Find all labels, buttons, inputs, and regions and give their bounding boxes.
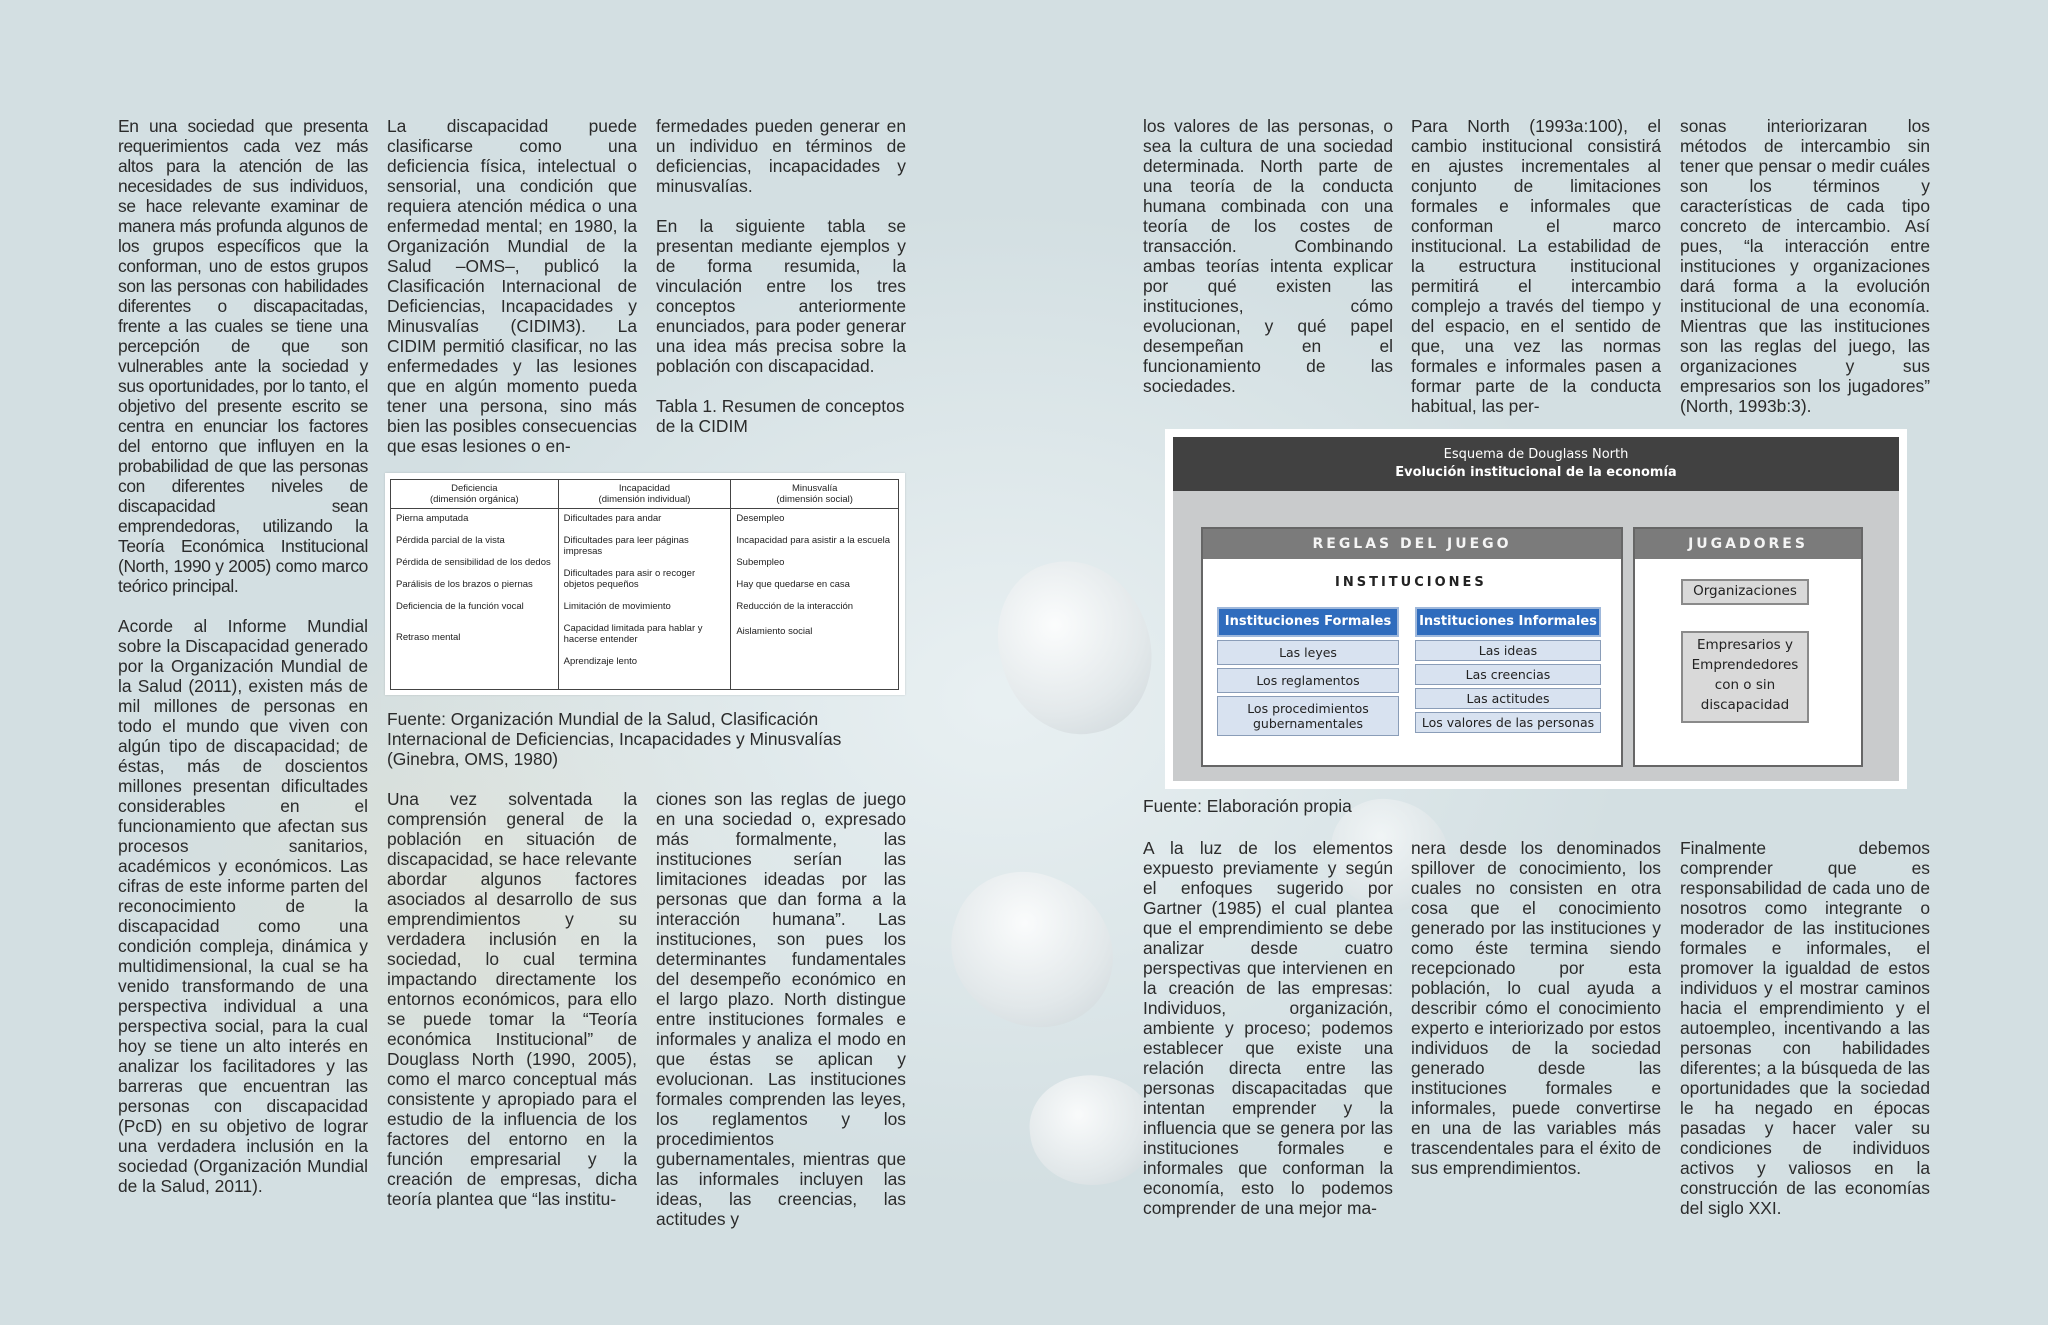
- table-caption: Tabla 1. Resumen de conceptos de la CIDIM: [656, 396, 905, 436]
- paragraph: Finalmente debemos comprender que es responsabilidad de cada uno de nosotros como integrante o moderador de las instituciones formales e informales, el promover la igualdad de estos individuos y el mostrar caminos hacia el emprendimiento y el autoempleo, incentivando a las personas con habilidades diferentes; a la búsqueda de las oportunidades que la sociedad le ha negado en épocas pasadas y hacer valer su condiciones de individuos activos y valiosos en la construcción de las economías del siglo XXI.: [1680, 838, 1930, 1218]
- right-column-2-bottom: [1411, 838, 1661, 1178]
- informales-item: Los valores de las personas: [1415, 712, 1601, 733]
- left-column-2-top: [387, 116, 637, 456]
- organizaciones-box: Organizaciones: [1681, 579, 1809, 605]
- right-column-3-bottom: [1680, 838, 1930, 1218]
- right-column-1-bottom: [1143, 838, 1393, 1218]
- right-column-1-top: [1143, 116, 1393, 396]
- table-header: Deficiencia (dimensión orgánica): [391, 480, 559, 509]
- informales-item: Las creencias: [1415, 664, 1601, 685]
- paragraph: Acorde al Informe Mundial sobre la Discapacidad generado por la Organización Mundial de la Salud (2011), existen más de mil millones de personas en todo el mundo que viven con algún tipo de discapacidad; de éstas, más de doscientos millones presentan dificultades considerables en el funcionamiento que afectan sus procesos sanitarios, académicos y económicos. Las cifras de este informe parten del reconocimiento de la discapacidad como una condición compleja, dinámica y multidimensional, la cual se ha venido transformando de una perspectiva individual a una perspectiva social, para la cual hoy se tiene un alto interés en analizar los facilitadores y las barreras que encuentran las personas con discapacidad (PcD) en su objetivo de lograr una verdadera inclusión en la sociedad (Organización Mundial de la Salud, 2011).: [118, 616, 368, 1196]
- table-cell: Pierna amputada Pérdida parcial de la vista Pérdida de sensibilidad de los dedos Parálisis de los brazos o piernas Deficiencia de la función vocal Retraso mental: [391, 509, 559, 690]
- paragraph: nera desde los denominados spillover de conocimiento, los cuales no consisten en otra cosa que el conocimiento generado por las instituciones y como éste termina siendo recepcionado por esta población, lo cual ayuda a describir cómo el conocimiento experto e interiorizado por estos individuos de la sociedad generado desde las instituciones formales e informales, puede convertirse en una de las variables más trascendentales para el éxito de sus emprendimientos.: [1411, 838, 1661, 1178]
- formales-item: Los reglamentos: [1217, 668, 1399, 693]
- instituciones-label: INSTITUCIONES: [1335, 575, 1487, 590]
- left-column-3-bottom: [656, 789, 906, 1229]
- cidim-table: [390, 479, 899, 690]
- paragraph: Para North (1993a:100), el cambio institucional consistirá en ajustes incrementales al conjunto de limitaciones formales e informales que conforman el marco institucional. La estabilidad de la estructura institucional permitirá el intercambio complejo a través del tiempo y del espacio, en el sentido de que, una vez las normas formales e informales pasen a formar parte de la conducta habitual, las per-: [1411, 116, 1661, 416]
- paragraph: La discapacidad puede clasificarse como una deficiencia física, intelectual o sensorial, una condición que requiera atención médica o una enfermedad mental; en 1980, la Organización Mundial de la Salud –OMS–, publicó la Clasificación Internacional de Deficiencias, Incapacidades y Minusvalías (CIDIM3). La CIDIM permitió clasificar, no las enfermedades y las lesiones que en algún momento pueda tener una persona, sino más bien las posibles consecuencias que esas lesiones o en-: [387, 116, 637, 456]
- table-source-caption: Fuente: Organización Mundial de la Salud, Clasificación Internacional de Deficiencias, Incapacidades y Minusvalías (Ginebra, OMS, 1980): [387, 709, 842, 769]
- instituciones-formales-header: Instituciones Formales: [1217, 607, 1399, 637]
- paragraph: A la luz de los elementos expuesto previamente y según el enfoques sugerido por Gartner (1985) el cual plantea que el emprendimiento se debe analizar desde cuatro perspectivas que intervienen en la creación de las empresas: Individuos, organización, ambiente y proceso; podemos establecer que existe una relación directa entre las personas discapacitadas que intentan emprender y la influencia que se genera por las instituciones formales e informales que conforman la economía, esto lo podemos comprender de una mejor ma-: [1143, 838, 1393, 1218]
- diagram-header: [1173, 437, 1899, 491]
- paragraph: ciones son las reglas de juego en una sociedad o, expresado más formalmente, las instituciones serían las limitaciones ideadas por las personas que dan forma a la interacción humana”. Las instituciones, son pues los determinantes fundamentales del desempeño económico en el largo plazo. North distingue entre instituciones formales e informales y analiza el modo en que éstas se aplican y evolucionan. Las instituciones formales comprenden las leyes, los reglamentos y los procedimientos gubernamentales, mientras que las informales incluyen las ideas, las creencias, las actitudes y: [656, 789, 906, 1229]
- reglas-del-juego-panel: [1201, 527, 1623, 767]
- douglass-north-diagram: [1165, 429, 1907, 789]
- jugadores-label: JUGADORES: [1635, 529, 1861, 559]
- paragraph: los valores de las personas, o sea la cultura de una sociedad determinada. North parte de una teoría de la conducta humana combinada con una teoría de los costes de transacción. Combinando ambas teorías intenta explicar por qué existen las instituciones, cómo evolucionan, y qué papel desempeñan en el funcionamiento de las sociedades.: [1143, 116, 1393, 396]
- right-column-3-top: [1680, 116, 1930, 416]
- jugadores-panel: [1633, 527, 1863, 767]
- table-cell: Dificultades para andar Dificultades para leer páginas impresas Dificultades para asir o recoger objetos pequeños Limitación de movimiento Capacidad limitada para hablar y hacerse entender Aprendizaje lento: [558, 509, 731, 690]
- empresarios-box: Empresarios y Emprendedores con o sin discapacidad: [1681, 631, 1809, 723]
- table-header: Incapacidad (dimensión individual): [558, 480, 731, 509]
- diagram-source-caption: Fuente: Elaboración propia: [1143, 796, 1352, 816]
- cidim-table-image: [385, 473, 905, 695]
- instituciones-formales-group: [1217, 607, 1399, 736]
- left-column-1: [118, 116, 368, 1196]
- paragraph: En la siguiente tabla se presentan mediante ejemplos y de forma resumida, la vinculación entre los tres conceptos anteriormente enunciados, para poder generar una idea más precisa sobre la población con discapacidad.: [656, 216, 906, 376]
- paragraph: Una vez solventada la comprensión general de la población en situación de discapacidad, se hace relevante abordar algunos factores asociados al desarrollo de sus emprendimientos y su verdadera inclusión en la sociedad, lo cual termina impactando directamente los entornos económicos, para ello se puede tomar la “Teoría económica Institucional” de Douglass North (1990, 2005), como el marco conceptual más consistente y apropiado para el estudio de la influencia de los factores del entorno en la función empresarial y la creación de empresas, dicha teoría plantea que “las institu-: [387, 789, 637, 1209]
- left-column-2-bottom: [387, 789, 637, 1209]
- informales-item: Las ideas: [1415, 640, 1601, 661]
- instituciones-informales-header: Instituciones Informales: [1415, 607, 1601, 637]
- paragraph: En una sociedad que presenta requerimientos cada vez más altos para la atención de las necesidades de sus individuos, se hace relevante examinar de manera más profunda algunos de los grupos específicos que la conforman, uno de estos grupos son las personas con habilidades diferentes o discapacitadas, frente a las cuales se tiene una percepción de que son vulnerables ante la sociedad y sus oportunidades, por lo tanto, el objetivo del presente escrito se centra en enunciar los factores del entorno que influyen en la probabilidad de que las personas con diferentes niveles de discapacidad sean emprendedoras, utilizando la Teoría Económica Institucional (North, 1990 y 2005) como marco teórico principal.: [118, 116, 368, 596]
- diagram-subtitle: Evolución institucional de la economía: [1395, 465, 1677, 480]
- informales-item: Las actitudes: [1415, 688, 1601, 709]
- formales-item: Las leyes: [1217, 640, 1399, 665]
- instituciones-informales-group: [1415, 607, 1601, 733]
- paragraph: fermedades pueden generar en un individuo en términos de deficiencias, incapacidades y minusvalías.: [656, 116, 906, 196]
- paragraph: sonas interiorizaran los métodos de intercambio sin tener que pensar o medir cuáles son los términos y características de cada tipo concreto de intercambio. Así pues, “la interacción entre instituciones y organizaciones dará forma a la evolución institucional de una economía. Mientras que las instituciones son las reglas del juego, las organizaciones y sus empresarios son los jugadores” (North, 1993b:3).: [1680, 116, 1930, 416]
- right-column-2-top: [1411, 116, 1661, 416]
- formales-item: Los procedimientos gubernamentales: [1217, 696, 1399, 736]
- diagram-title: Esquema de Douglass North: [1443, 447, 1629, 462]
- table-cell: Desempleo Incapacidad para asistir a la escuela Subempleo Hay que quedarse en casa Reducción de la interacción Aislamiento social: [731, 509, 899, 690]
- left-column-3-top: [656, 116, 906, 436]
- table-header: Minusvalía (dimensión social): [731, 480, 899, 509]
- reglas-del-juego-label: REGLAS DEL JUEGO: [1203, 529, 1621, 559]
